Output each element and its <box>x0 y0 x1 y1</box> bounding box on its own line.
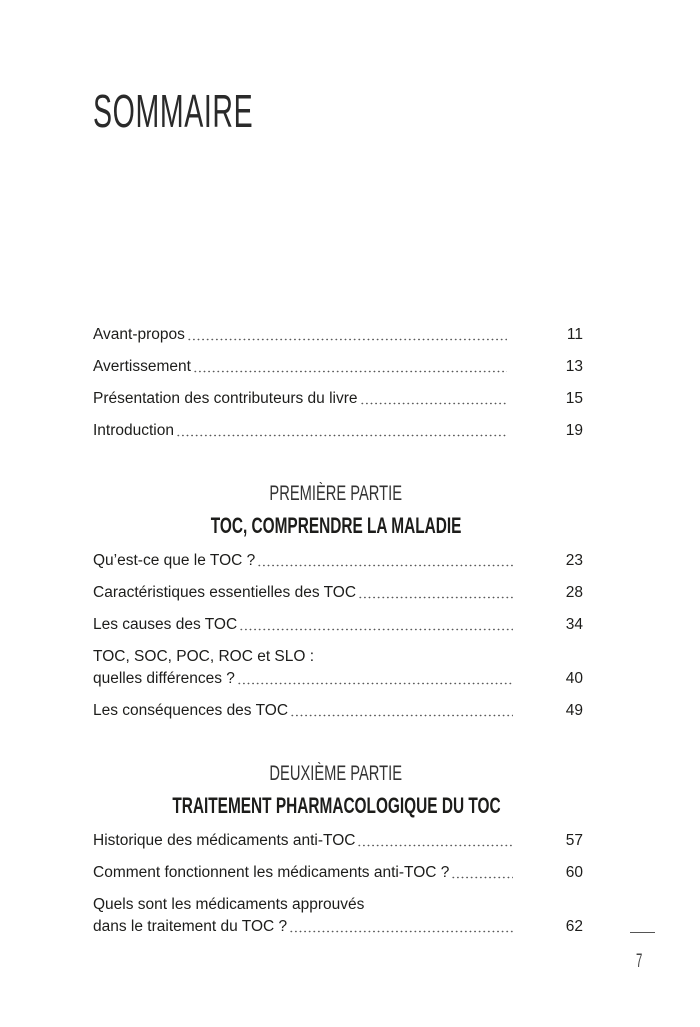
part-label <box>0 482 672 506</box>
toc-entry-page: 23 <box>565 552 583 569</box>
toc-entry <box>93 420 583 442</box>
toc-entry-label: Les causes des TOC <box>93 616 238 633</box>
toc-entry-label: Avant-propos <box>93 326 185 343</box>
toc-entry <box>93 324 583 346</box>
toc-entry-label: Les conséquences des TOC <box>93 702 289 719</box>
dot-leader <box>358 596 513 599</box>
part-title-text: TOC, COMPRENDRE LA MALADIE <box>210 513 462 538</box>
toc-entry <box>93 894 583 938</box>
toc-entry-label-line2: dans le traitement du TOC ? <box>93 918 288 935</box>
toc-entry <box>93 830 583 852</box>
toc-entry-label: Historique des médicaments anti-TOC <box>93 832 356 849</box>
toc-entry <box>93 614 583 636</box>
toc-entry-page: 11 <box>566 326 583 343</box>
toc-entry-label: Introduction <box>93 422 174 439</box>
toc-entry-label: Qu’est-ce que le TOC ? <box>93 552 256 569</box>
dot-leader <box>237 682 513 685</box>
dot-leader <box>289 930 513 933</box>
toc-entry <box>93 862 583 884</box>
toc-entry-page: 57 <box>565 832 583 849</box>
dot-leader <box>239 628 513 631</box>
toc-entry-label-line2: quelles différences ? <box>93 670 235 687</box>
folio-rule <box>630 932 655 933</box>
page-title: SOMMAIRE <box>93 85 254 137</box>
toc-entry-label: Avertissement <box>93 358 191 375</box>
toc-entry-label: TOC, SOC, POC, ROC et SLO : <box>93 648 315 665</box>
toc-entry-page: 62 <box>565 918 583 935</box>
part-title-text: TRAITEMENT PHARMACOLOGIQUE DU TOC <box>171 793 501 818</box>
page-number: 7 <box>636 951 643 972</box>
dot-leader <box>290 714 513 717</box>
toc-entry-page: 34 <box>565 616 583 633</box>
toc-entry <box>93 582 583 604</box>
part-title <box>0 513 672 539</box>
toc-entry-page: 49 <box>565 702 583 719</box>
toc-entry-page: 15 <box>565 390 583 407</box>
toc-entry-label: Quels sont les médicaments approuvés <box>93 896 365 913</box>
part-label <box>0 762 672 786</box>
toc-entry <box>93 388 583 410</box>
part-title <box>0 793 672 819</box>
toc-entry <box>93 550 583 572</box>
toc-entry-label: Présentation des contributeurs du livre <box>93 390 358 407</box>
toc-entry <box>93 356 583 378</box>
dot-leader <box>187 338 507 341</box>
toc-entry-page: 40 <box>565 670 583 687</box>
dot-leader <box>357 844 513 847</box>
part-label-text: DEUXIÈME PARTIE <box>269 762 403 785</box>
part-label-text: PREMIÈRE PARTIE <box>269 482 403 505</box>
toc-entry-label: Caractéristiques essentielles des TOC <box>93 584 357 601</box>
toc-entry-page: 19 <box>565 422 583 439</box>
dot-leader <box>257 564 513 567</box>
toc-entry-page: 13 <box>565 358 583 375</box>
toc-entry <box>93 700 583 722</box>
toc-entry-page: 60 <box>565 864 583 881</box>
toc-entry-page: 28 <box>565 584 583 601</box>
dot-leader <box>176 434 507 437</box>
toc-entry-label: Comment fonctionnent les médicaments anti-TOC ? <box>93 864 450 881</box>
dot-leader <box>360 402 507 405</box>
dot-leader <box>193 370 507 373</box>
dot-leader <box>451 876 513 879</box>
toc-entry <box>93 646 583 690</box>
